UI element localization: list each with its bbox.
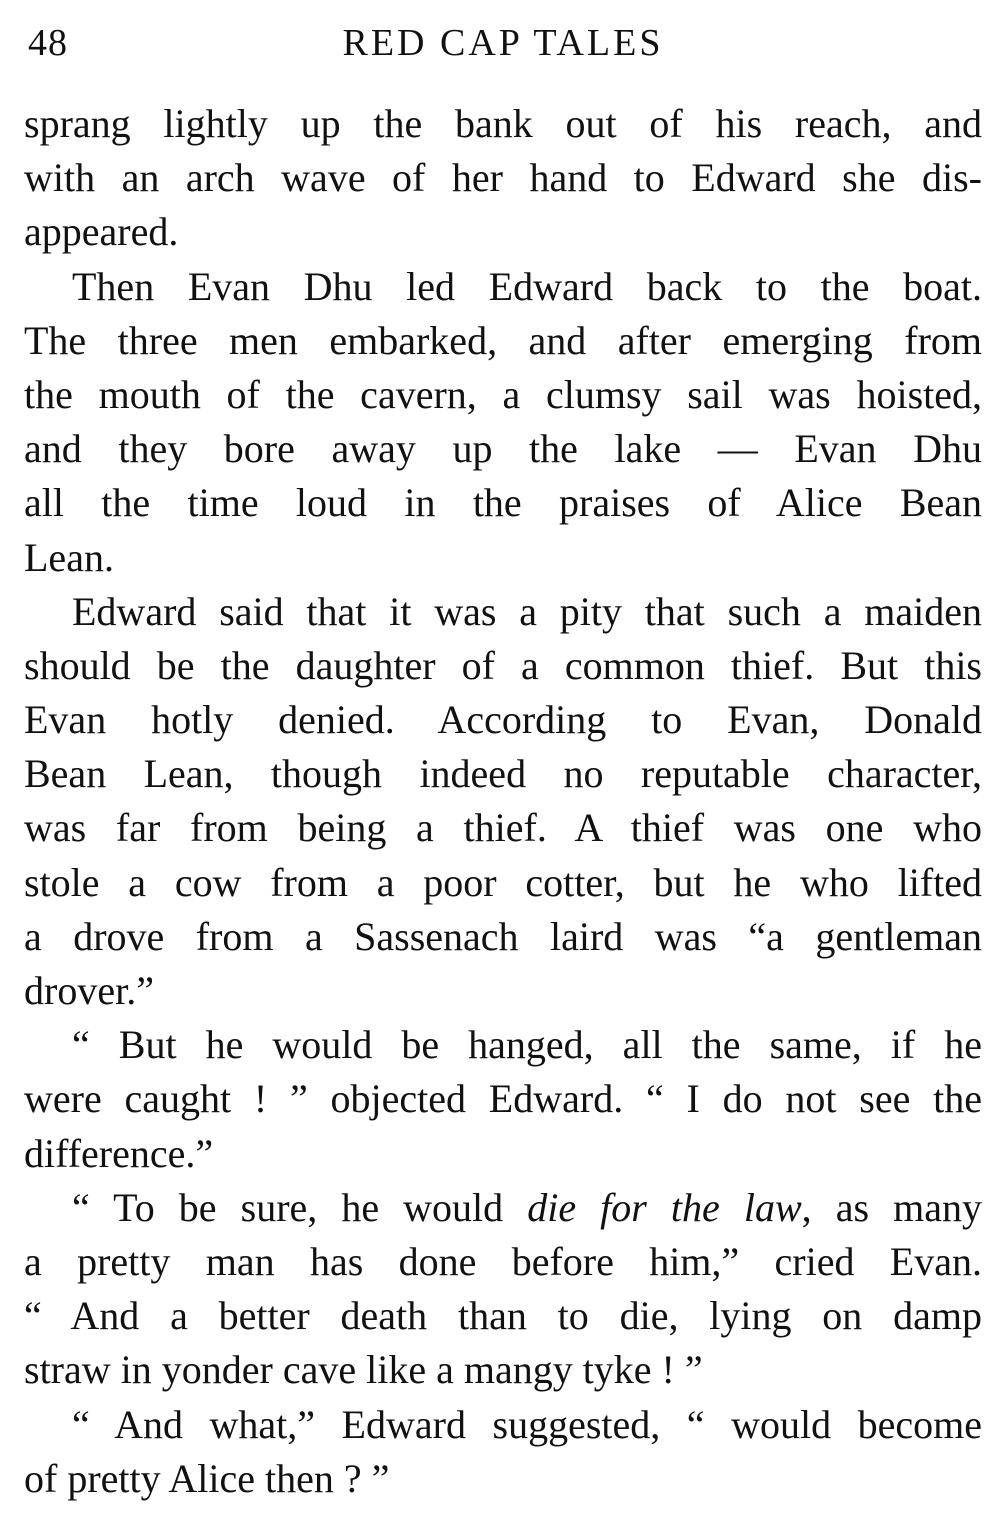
text-line: stole a cow from a poor cotter, but he who lifted: [24, 859, 982, 905]
text-line: and they bore away up the lake — Evan Dhu: [24, 426, 982, 472]
text-line: with an arch wave of her hand to Edward she dis-: [24, 155, 982, 201]
text-line: were caught ! ” objected Edward. “ I do not see the: [24, 1076, 982, 1122]
text-line: all the time loud in the praises of Alice Bean: [24, 480, 982, 526]
text-line: “ And what,” Edward suggested, “ would become: [72, 1401, 982, 1447]
text-segment: , as many: [801, 1184, 982, 1230]
text-line: Evan hotly denied. According to Evan, Donald: [24, 697, 982, 743]
text-segment: “ To be sure, he would: [72, 1184, 528, 1230]
text-line: Edward said that it was a pity that such a maiden: [72, 588, 982, 634]
text-line: a drove from a Sassenach laird was “a gentleman: [24, 913, 982, 959]
text-line: drover.”: [24, 968, 154, 1013]
text-line: the mouth of the cavern, a clumsy sail was hoisted,: [24, 371, 982, 417]
text-line: sprang lightly up the bank out of his reach, and: [24, 101, 982, 146]
text-line: Then Evan Dhu led Edward back to the boat.: [72, 263, 982, 309]
page-number: 48: [28, 22, 68, 64]
text-line: straw in yonder cave like a mangy tyke ! ”: [24, 1347, 703, 1393]
text-line: difference.”: [24, 1130, 214, 1176]
italic-phrase: die for the law: [527, 1184, 802, 1230]
text-line: [24, 1181, 982, 1235]
text-line: of pretty Alice then ? ”: [24, 1455, 390, 1501]
body-text: [24, 97, 982, 1506]
running-title: RED CAP TALES: [342, 22, 664, 64]
text-line: a pretty man has done before him,” cried Evan.: [24, 1238, 982, 1284]
text-line: Lean.: [24, 534, 114, 580]
text-line: appeared.: [24, 209, 179, 255]
text-line: should be the daughter of a common thief. But this: [24, 642, 982, 688]
page-header: [24, 18, 982, 68]
text-line: “ But he would be hanged, all the same, if he: [72, 1022, 982, 1068]
text-line: “ And a better death than to die, lying on damp: [24, 1293, 982, 1339]
text-line: The three men embarked, and after emerging from: [24, 317, 982, 363]
text-line: was far from being a thief. A thief was one who: [24, 805, 982, 851]
text-line: Bean Lean, though indeed no reputable character,: [24, 751, 982, 797]
